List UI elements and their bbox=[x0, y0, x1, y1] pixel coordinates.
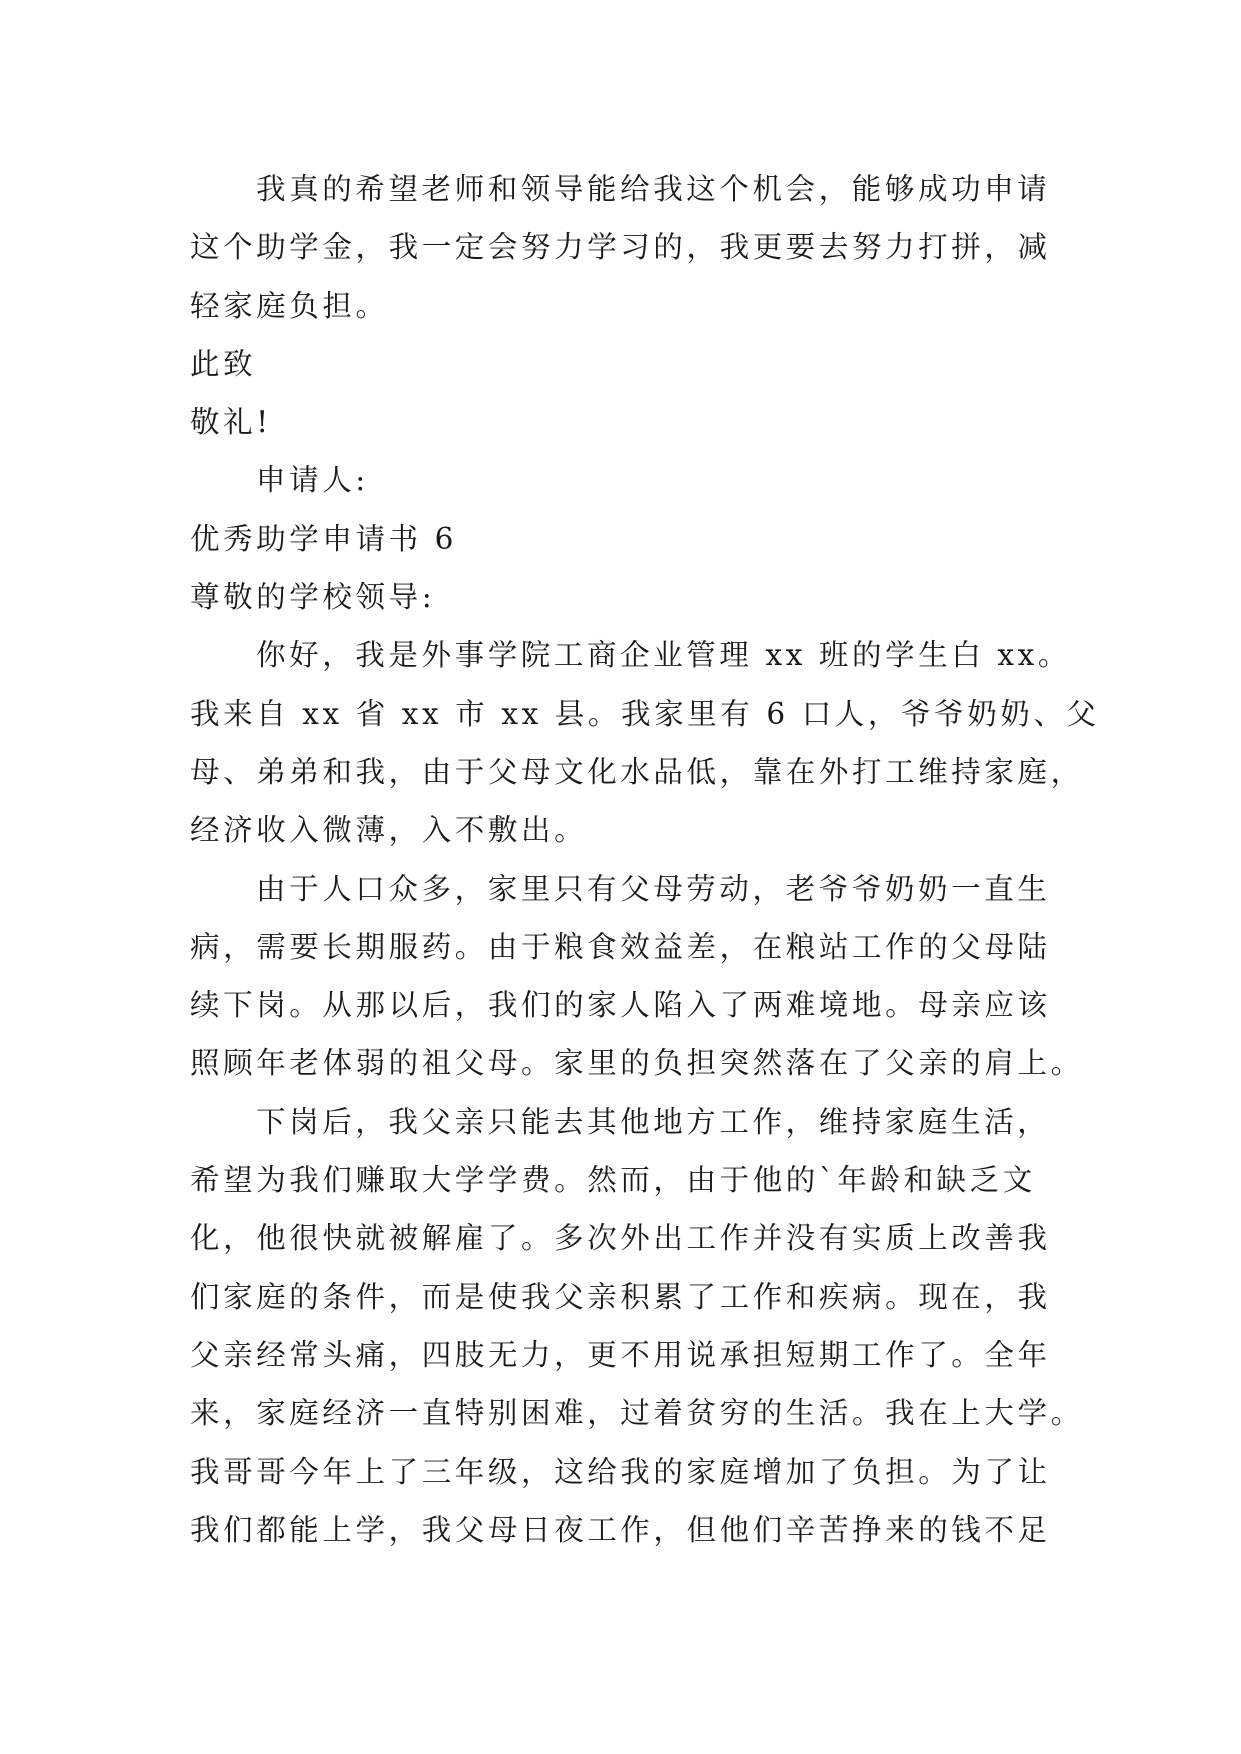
text-line: 化，他很快就被解雇了。多次外出工作并没有实质上改善我 bbox=[190, 1221, 1051, 1256]
text-line: 我来自 xx 省 xx 市 xx 县。我家里有 6 口人，爷爷奶奶、父 bbox=[190, 696, 1100, 731]
applicant-signature-label: 申请人: bbox=[256, 463, 369, 498]
text-line: 母、弟弟和我，由于父母文化水品低，靠在外打工维持家庭， bbox=[190, 754, 1084, 789]
closing-salutation: 此致 bbox=[190, 346, 257, 381]
text-line: 经济收入微薄，入不敷出。 bbox=[190, 813, 588, 848]
text-line: 们家庭的条件，而是使我父亲积累了工作和疾病。现在，我 bbox=[190, 1279, 1051, 1314]
text-line: 我真的希望老师和领导能给我这个机会，能够成功申请 bbox=[256, 172, 1051, 206]
letter-greeting: 尊敬的学校领导: bbox=[190, 580, 436, 615]
text-line: 病，需要长期服药。由于粮食效益差，在粮站工作的父母陆 bbox=[190, 929, 1051, 964]
text-line: 由于人口众多，家里只有父母劳动，老爷爷奶奶一直生 bbox=[256, 871, 1051, 906]
text-line: 照顾年老体弱的祖父母。家里的负担突然落在了父亲的肩上。 bbox=[190, 1046, 1084, 1081]
section-title: 优秀助学申请书 6 bbox=[190, 521, 458, 556]
text-line: 下岗后，我父亲只能去其他地方工作，维持家庭生活， bbox=[256, 1104, 1051, 1139]
text-line: 父亲经常头痛，四肢无力，更不用说承担短期工作了。全年 bbox=[190, 1337, 1051, 1372]
text-line: 来，家庭经济一直特别困难，过着贫穷的生活。我在上大学。 bbox=[190, 1396, 1084, 1431]
text-line: 希望为我们赚取大学学费。然而，由于他的`年龄和缺乏文 bbox=[190, 1163, 1036, 1198]
text-line: 续下岗。从那以后，我们的家人陷入了两难境地。母亲应该 bbox=[190, 988, 1051, 1023]
text-line: 我们都能上学，我父母日夜工作，但他们辛苦挣来的钱不足 bbox=[190, 1512, 1051, 1547]
text-line: 我哥哥今年上了三年级，这给我的家庭增加了负担。为了让 bbox=[190, 1454, 1051, 1489]
document-body bbox=[190, 160, 1100, 1559]
text-line: 你好，我是外事学院工商企业管理 xx 班的学生白 xx。 bbox=[256, 638, 1071, 673]
text-line: 这个助学金，我一定会努力学习的，我更要去努力打拼，减 bbox=[190, 230, 1051, 265]
closing-regards: 敬礼! bbox=[190, 405, 272, 440]
text-line: 轻家庭负担。 bbox=[190, 288, 389, 323]
